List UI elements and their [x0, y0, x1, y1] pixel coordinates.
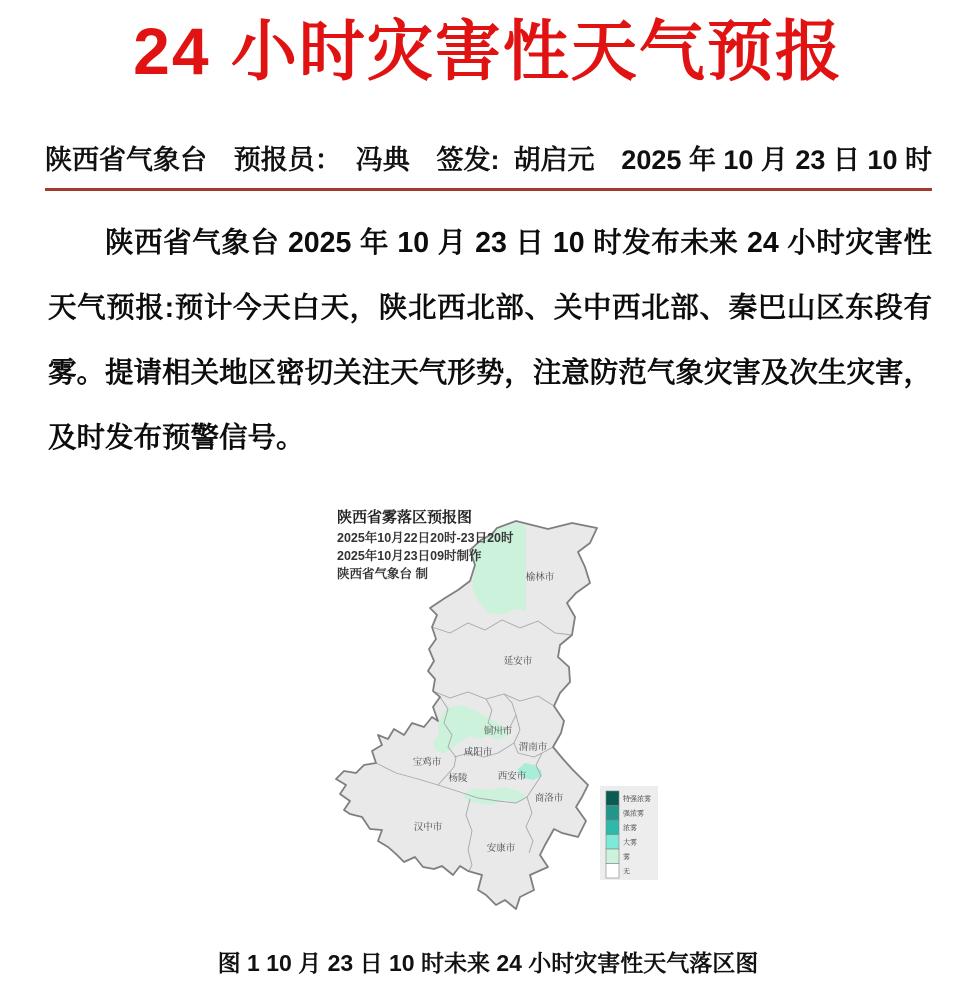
issuing-agency: 陕西省气象台 [45, 145, 207, 175]
page-title: 24 小时灾害性天气预报 [133, 14, 843, 88]
map-legend [600, 786, 658, 880]
legend-swatch-none [606, 864, 619, 879]
legend-label-dense-fog: 浓雾 [623, 825, 637, 832]
forecast-body-text: 陕西省气象台 2025 年 10 月 23 日 10 时发布未来 24 小时灾害性天气预报:预计今天白天，陕北西北部、关中西北部、秦巴山区东段有雾。提请相关地区密切关注天气形势，注意防范气象灾害及次生灾害，及时发布预警信号。 [48, 227, 932, 454]
legend-label-strong-dense-fog: 强浓雾 [623, 810, 644, 818]
issue-datetime: 2025 年 10 月 23 日 10 时 [621, 145, 932, 175]
legend-label-heavy-fog: 大雾 [623, 839, 637, 847]
issuer-bar [45, 138, 932, 191]
legend-label-fog: 雾 [623, 854, 630, 861]
forecaster-group [234, 138, 410, 177]
forecaster-label: 预报员： [233, 145, 342, 175]
city-label-yanan: 延安市 [503, 656, 533, 667]
signer-label: 签发: [436, 145, 500, 175]
map-credit: 陕西省气象台 制 [337, 567, 428, 581]
city-label-ankang: 安康市 [486, 843, 516, 854]
city-label-xianyang: 咸阳市 [463, 747, 493, 758]
legend-swatch-heavy-fog [606, 835, 619, 850]
city-label-xian: 西安市 [497, 771, 527, 782]
forecaster-name: 冯典 [355, 145, 410, 175]
legend-swatch-strong-dense-fog [606, 806, 619, 821]
figure-caption: 图 1 10 月 23 日 10 时未来 24 小时灾害性天气落区图 [217, 950, 759, 976]
legend-swatch-fog [606, 849, 619, 864]
map-period: 2025年10月22日20时-23日20时 [337, 531, 514, 545]
city-label-tongchuan: 铜川市 [483, 726, 513, 737]
city-label-hanzhong: 汉中市 [413, 822, 443, 833]
city-label-yulin: 榆林市 [525, 572, 555, 583]
city-label-yangling: 杨陵 [448, 773, 468, 784]
legend-swatch-dense-fog [606, 820, 619, 835]
shaanxi-map-svg [320, 495, 690, 935]
city-label-weinan: 渭南市 [518, 742, 548, 753]
city-label-baoji: 宝鸡市 [412, 757, 442, 768]
legend-label-extreme-dense-fog: 特强浓雾 [623, 796, 651, 803]
signer-group [437, 138, 595, 177]
legend-swatch-extreme-dense-fog [606, 791, 619, 806]
signer-name: 胡启元 [513, 145, 595, 175]
fog-forecast-map [320, 495, 690, 935]
map-title: 陕西省雾落区预报图 [337, 509, 473, 526]
city-label-shangluo: 商洛市 [534, 793, 564, 804]
map-made-time: 2025年10月23日09时制作 [337, 549, 482, 563]
legend-label-none: 无 [623, 868, 630, 876]
